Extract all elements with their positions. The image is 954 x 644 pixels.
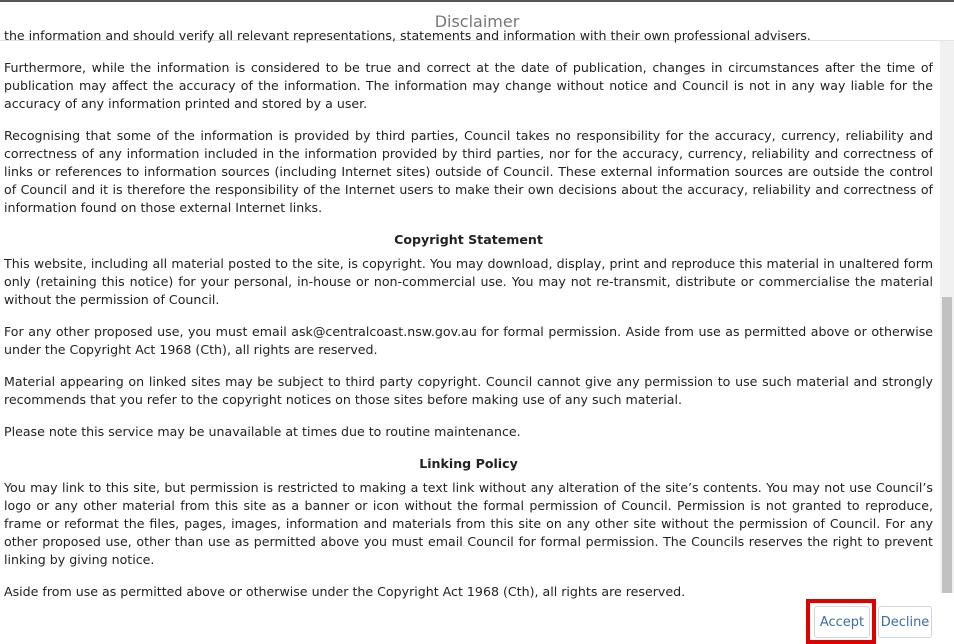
copyright-heading: Copyright Statement (394, 232, 543, 247)
dialog-button-bar (0, 593, 954, 643)
dialog-title-text: Disclaimer (434, 11, 520, 31)
decline-button[interactable]: Decline (878, 606, 932, 638)
linking-paragraph-1: You may link to this site, but permission is restricted to making a text link without any alteration of the site’s contents. You may not use Council’s logo or any other material from this site as a banner or icon without the formal permission of Council. Permission is not granted to reproduce, frame or reformat the files, pages, images, information and materials from this site on any other site without the permission of Council. For any other proposed use, other than use as permitted above you must email Council for formal permission. The Councils reserves the right to prevent linking by giving notice. (4, 480, 933, 567)
paragraph-top-partial: the information and should verify all relevant representations, statements and information with their own professional advisers. (4, 28, 811, 43)
disclaimer-text-body (4, 27, 933, 615)
accept-button[interactable]: Accept (814, 606, 870, 638)
paragraph-furthermore: Furthermore, while the information is considered to be true and correct at the date of publication, changes in circumstances after the time of publication may affect the accuracy of the information. The information may change without notice and Council is not in any way liable for the accuracy of any information printed and stored by a user. (4, 60, 933, 111)
scrollbar-thumb[interactable] (942, 297, 952, 593)
copyright-paragraph-2: For any other proposed use, you must email ask@centralcoast.nsw.gov.au for formal permission. Aside from use as permitted above or otherwise under the Copyright Act 1968 (Cth), all rights are reserved. (4, 324, 933, 357)
copyright-paragraph-1: This website, including all material posted to the site, is copyright. You may download, display, print and reproduce this material in unaltered form only (retaining this notice) for your personal, in-house or non-commercial use. You may not re-transmit, distribute or commercialise the material without the permission of Council. (4, 256, 933, 307)
content-scrollbar[interactable] (940, 41, 954, 593)
linking-paragraph-2: Aside from use as permitted above or otherwise under the Copyright Act 1968 (Cth), all rights are reserved. (4, 584, 686, 599)
maintenance-note: Please note this service may be unavailable at times due to routine maintenance. (4, 424, 521, 439)
disclaimer-content[interactable] (0, 28, 940, 599)
paragraph-third-parties: Recognising that some of the information is provided by third parties, Council takes no responsibility for the accuracy, currency, reliability and correctness of any information included in the information provided by third parties, nor for the accuracy, currency, reliability and correctness of links or references to information sources (including Internet sites) outside of Council. These external information sources are outside the control of Council and it is therefore the responsibility of the Internet users to make their own decisions about the accuracy, reliability and correctness of information found on those external Internet links. (4, 128, 933, 215)
linking-heading: Linking Policy (419, 456, 518, 471)
copyright-paragraph-3: Material appearing on linked sites may be subject to third party copyright. Council cannot give any permission to use such material and strongly recommends that you refer to the copyright notices on those sites before making use of any such material. (4, 374, 933, 407)
